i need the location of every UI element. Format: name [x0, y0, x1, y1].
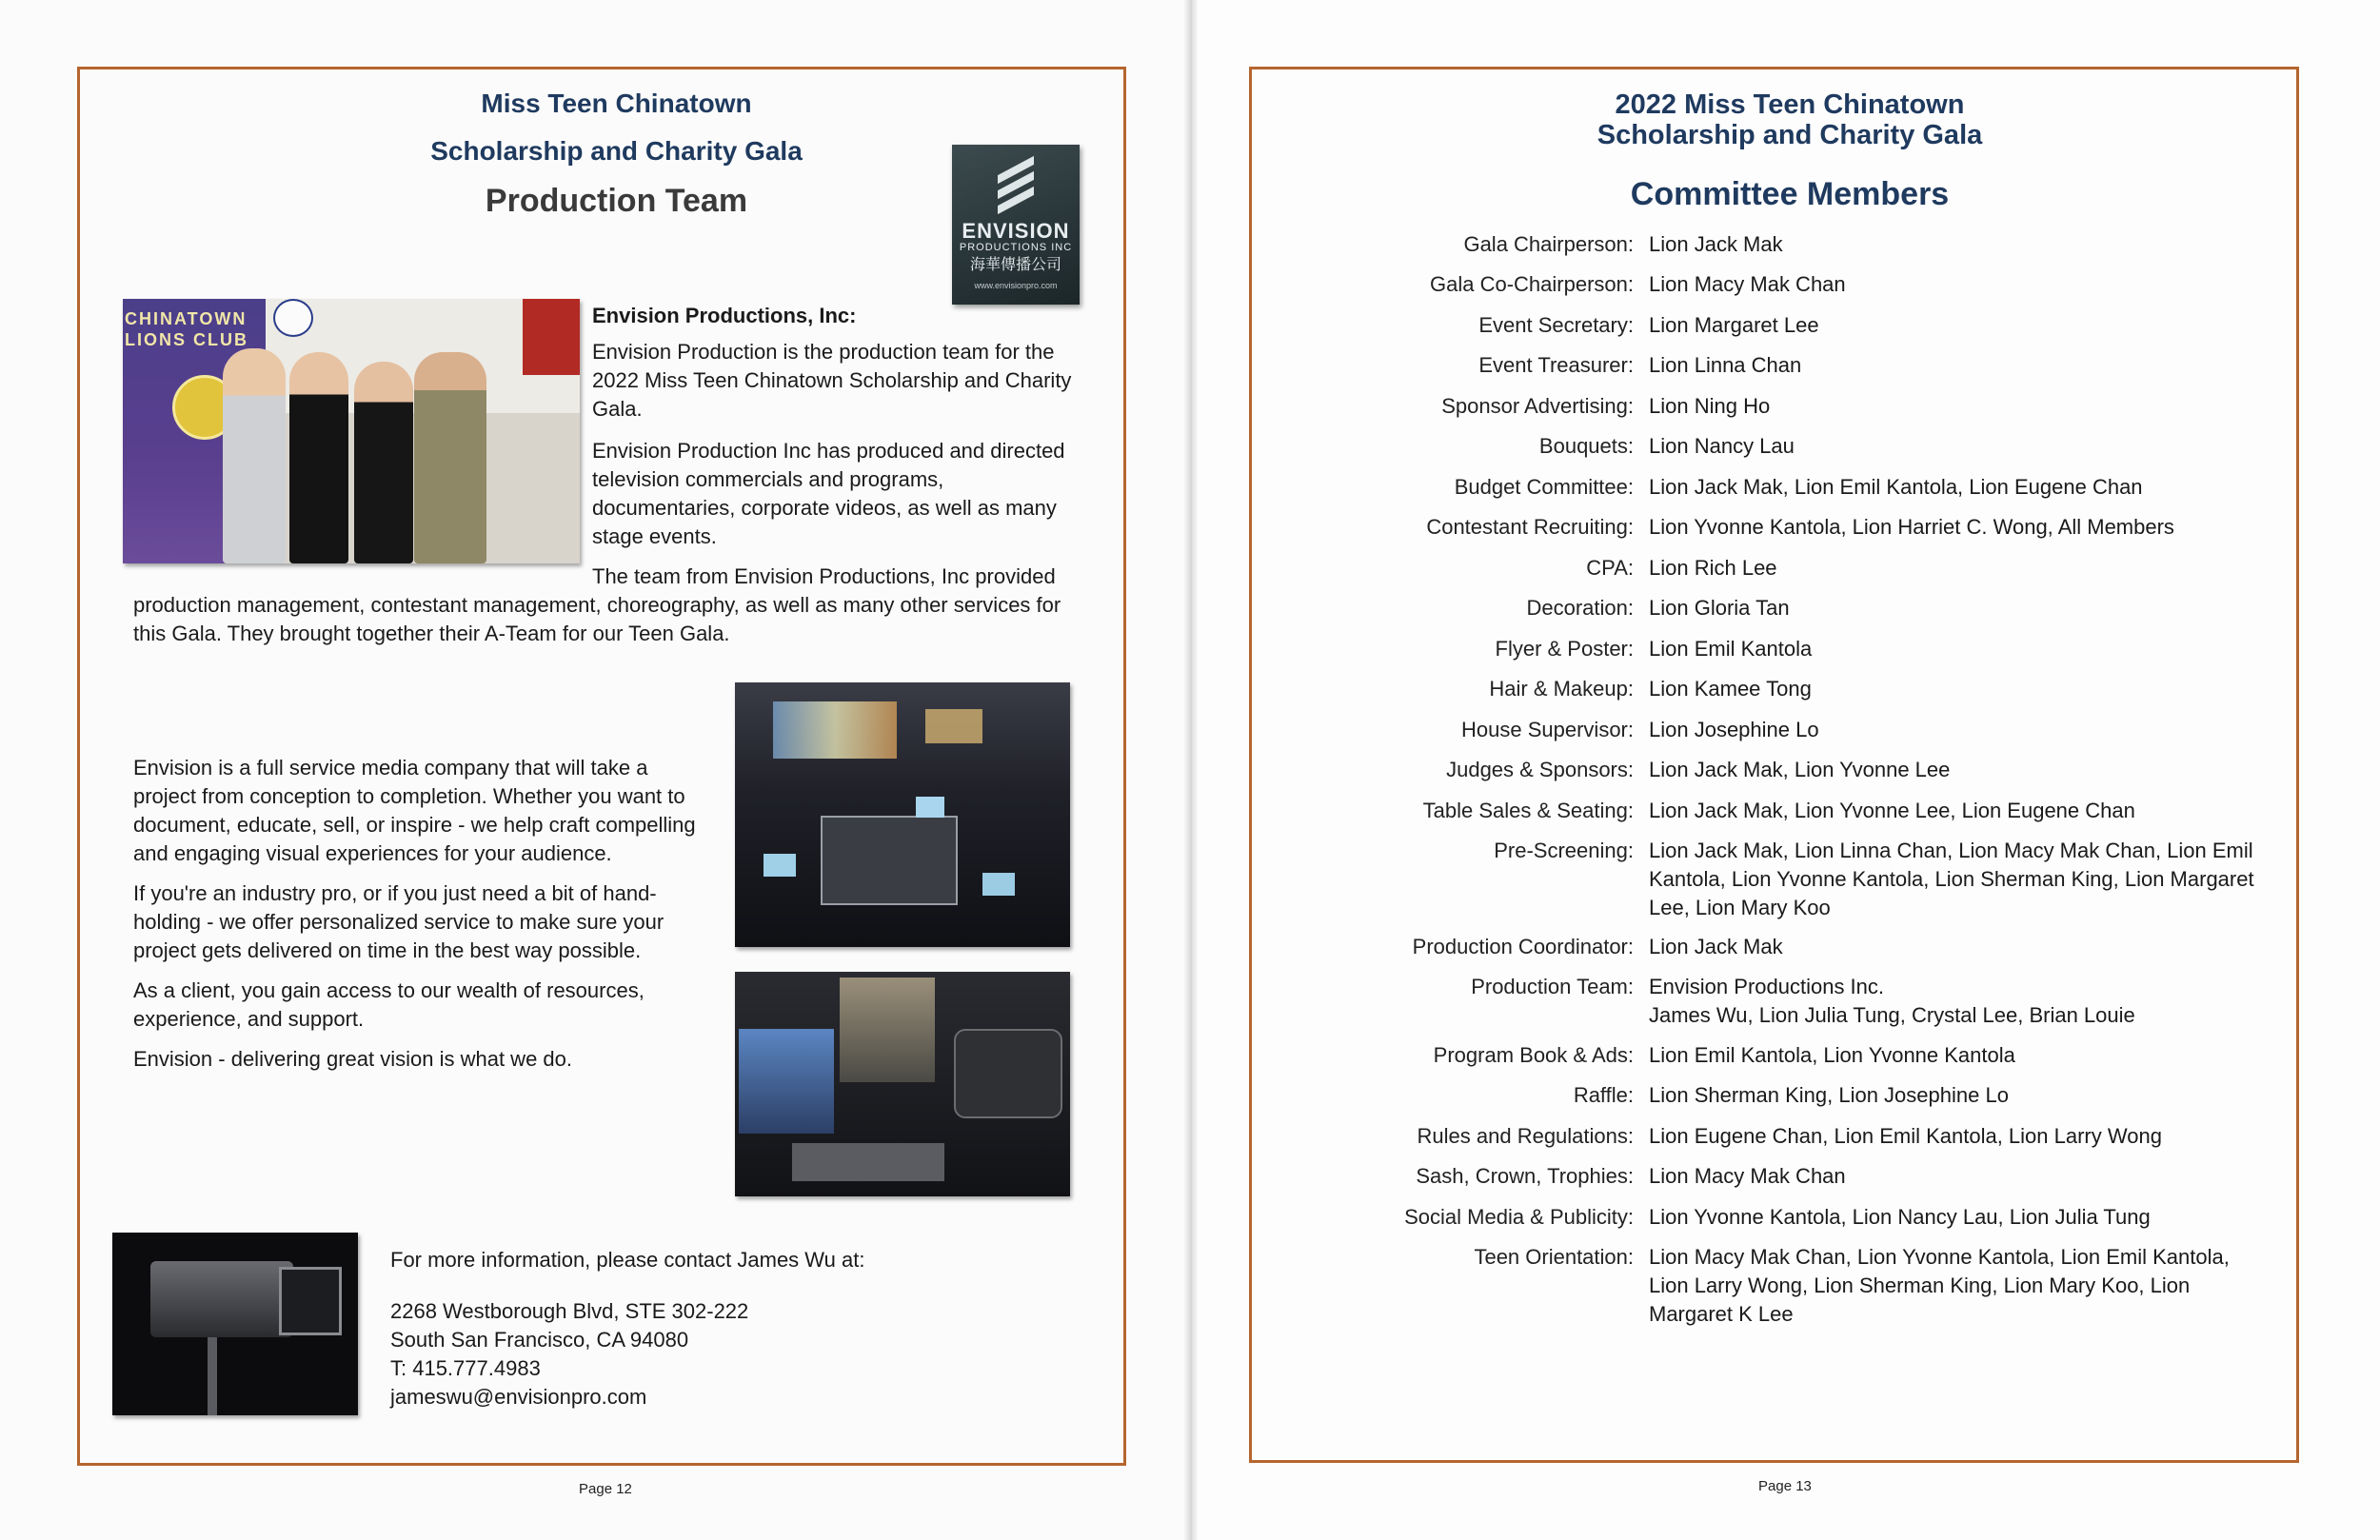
editing-equipment-photo — [735, 972, 1070, 1196]
left-title-line1: Miss Teen Chinatown — [481, 89, 752, 118]
page-number-left: Page 12 — [579, 1481, 632, 1497]
committee-names: Lion Jack Mak — [1649, 935, 1783, 958]
committee-names: Lion Macy Mak Chan — [1649, 272, 1846, 296]
committee-role: Contestant Recruiting: — [1426, 515, 1634, 539]
event-venue-photo — [735, 682, 1070, 947]
committee-names: Lion Gloria Tan — [1649, 596, 1790, 620]
committee-names: Lion Macy Mak Chan — [1649, 1164, 1846, 1188]
left-title-line2: Scholarship and Charity Gala — [430, 136, 803, 166]
intro-paragraph-3: The team from Envision Productions, Inc provided production management, contestant management, choreography, as well as many other services for this Gala. They brought together their A-Team for our Teen Gala. — [133, 564, 1061, 645]
envision-logo — [952, 145, 1080, 305]
committee-names: Lion Emil Kantola, Lion Yvonne Kantola — [1649, 1043, 2015, 1067]
committee-role: CPA: — [1586, 556, 1634, 580]
logo-url: www.envisionpro.com — [974, 281, 1058, 290]
committee-names-line2: James Wu, Lion Julia Tung, Crystal Lee, Brian Louie — [1649, 1003, 2135, 1027]
committee-names: Lion Eugene Chan, Lion Emil Kantola, Lion Larry Wong — [1649, 1124, 2162, 1148]
right-title-line2: Scholarship and Charity Gala — [1597, 120, 1983, 150]
committee-role: Gala Chairperson: — [1463, 232, 1634, 256]
committee-role: Rules and Regulations: — [1417, 1124, 1634, 1148]
company-heading: Envision Productions, Inc: — [592, 304, 857, 327]
committee-members-heading: Committee Members — [1630, 176, 1950, 212]
about-paragraph-1: Envision is a full service media company that will take a project from conception to completion. Whether you want to document, educate, sell, or inspire - we help craft compelling and engaging visual experiences for your audience. — [133, 756, 696, 865]
committee-role: Bouquets: — [1538, 434, 1634, 458]
committee-role: Budget Committee: — [1454, 475, 1634, 499]
committee-names: Lion Kamee Tong — [1649, 677, 1812, 701]
contact-address-2: South San Francisco, CA 94080 — [390, 1328, 689, 1352]
committee-role: Raffle: — [1573, 1083, 1634, 1107]
intro-paragraph-2: Envision Production Inc has produced and directed television commercials and programs, documentaries, corporate videos, as well as many stage events. — [592, 439, 1065, 548]
committee-names: Lion Sherman King, Lion Josephine Lo — [1649, 1083, 2009, 1107]
committee-role: Sash, Crown, Trophies: — [1416, 1164, 1634, 1188]
committee-role: Event Treasurer: — [1478, 353, 1634, 377]
page-number-right: Page 13 — [1758, 1478, 1812, 1494]
production-team-heading: Production Team — [485, 183, 748, 219]
committee-names: Lion Jack Mak, Lion Linna Chan, Lion Macy Mak Chan, Lion Emil Kantola, Lion Yvonne Kantola, Lion Sherman King, Lion Margaret Lee, Lion Mary Koo — [1649, 839, 2254, 919]
committee-role: Sponsor Advertising: — [1441, 394, 1634, 418]
committee-role: Production Coordinator: — [1412, 935, 1634, 958]
team-photo — [123, 299, 580, 563]
committee-names: Lion Linna Chan — [1649, 353, 1802, 377]
envision-logo-icon — [992, 158, 1040, 215]
committee-role: Pre-Screening: — [1494, 839, 1634, 862]
intro-paragraph-1: Envision Production is the production team for the 2022 Miss Teen Chinatown Scholarship and Charity Gala. — [592, 340, 1072, 421]
committee-names: Lion Nancy Lau — [1649, 434, 1795, 458]
committee-names: Lion Jack Mak, Lion Emil Kantola, Lion Eugene Chan — [1649, 475, 2143, 499]
committee-role: Table Sales & Seating: — [1422, 799, 1634, 822]
committee-names: Lion Jack Mak, Lion Yvonne Lee, Lion Eugene Chan — [1649, 799, 2135, 822]
committee-role: Program Book & Ads: — [1433, 1043, 1634, 1067]
committee-role: House Supervisor: — [1461, 718, 1634, 741]
committee-names: Lion Yvonne Kantola, Lion Nancy Lau, Lion Julia Tung — [1649, 1205, 2151, 1229]
about-paragraph-2: If you're an industry pro, or if you just need a bit of hand-holding - we offer personalized service to make sure your project gets delivered on time in the best way possible. — [133, 881, 664, 962]
committee-names: Lion Josephine Lo — [1649, 718, 1819, 741]
logo-chinese-name: 海華傳播公司 — [969, 257, 1061, 273]
committee-role: Decoration: — [1526, 596, 1634, 620]
committee-names: Lion Jack Mak — [1649, 232, 1783, 256]
contact-intro: For more information, please contact James Wu at: — [390, 1248, 865, 1272]
committee-role: Hair & Makeup: — [1489, 677, 1634, 701]
lions-club-banner-text: CHINATOWN LIONS CLUB — [125, 309, 248, 349]
committee-role: Social Media & Publicity: — [1404, 1205, 1634, 1229]
logo-subtext: PRODUCTIONS INC — [959, 242, 1073, 253]
committee-names-line1: Envision Productions Inc. — [1649, 975, 1885, 998]
committee-role: Teen Orientation: — [1474, 1245, 1634, 1269]
about-paragraph-3: As a client, you gain access to our wealth of resources, experience, and support. — [133, 978, 645, 1031]
committee-names: Lion Rich Lee — [1649, 556, 1777, 580]
book-gutter — [1184, 0, 1198, 1540]
committee-role: Flyer & Poster: — [1495, 637, 1634, 661]
committee-names: Lion Ning Ho — [1649, 394, 1771, 418]
contact-email: jameswu@envisionpro.com — [390, 1385, 647, 1409]
committee-names — [1649, 973, 2258, 1030]
committee-names: Lion Macy Mak Chan, Lion Yvonne Kantola, Lion Emil Kantola, Lion Larry Wong, Lion Sherman King, Lion Mary Koo, Lion Margaret K Lee — [1649, 1245, 2230, 1326]
about-section — [133, 754, 716, 1085]
right-title-line1: 2022 Miss Teen Chinatown — [1615, 89, 1965, 120]
committee-role: Gala Co-Chairperson: — [1430, 272, 1634, 296]
committee-names: Lion Emil Kantola — [1649, 637, 1813, 661]
committee-names: Lion Margaret Lee — [1649, 313, 1819, 337]
camera-photo — [112, 1233, 358, 1415]
committee-names: Lion Yvonne Kantola, Lion Harriet C. Wong, All Members — [1649, 515, 2174, 539]
committee-role: Judges & Sponsors: — [1446, 758, 1634, 781]
contact-address-1: 2268 Westborough Blvd, STE 302-222 — [390, 1299, 749, 1323]
committee-role: Production Team: — [1471, 975, 1634, 998]
committee-role: Event Secretary: — [1478, 313, 1634, 337]
committee-names: Lion Jack Mak, Lion Yvonne Lee — [1649, 758, 1951, 781]
contact-phone: T: 415.777.4983 — [390, 1356, 541, 1380]
about-paragraph-4: Envision - delivering great vision is what we do. — [133, 1047, 573, 1071]
logo-wordmark: ENVISION — [962, 219, 1070, 243]
